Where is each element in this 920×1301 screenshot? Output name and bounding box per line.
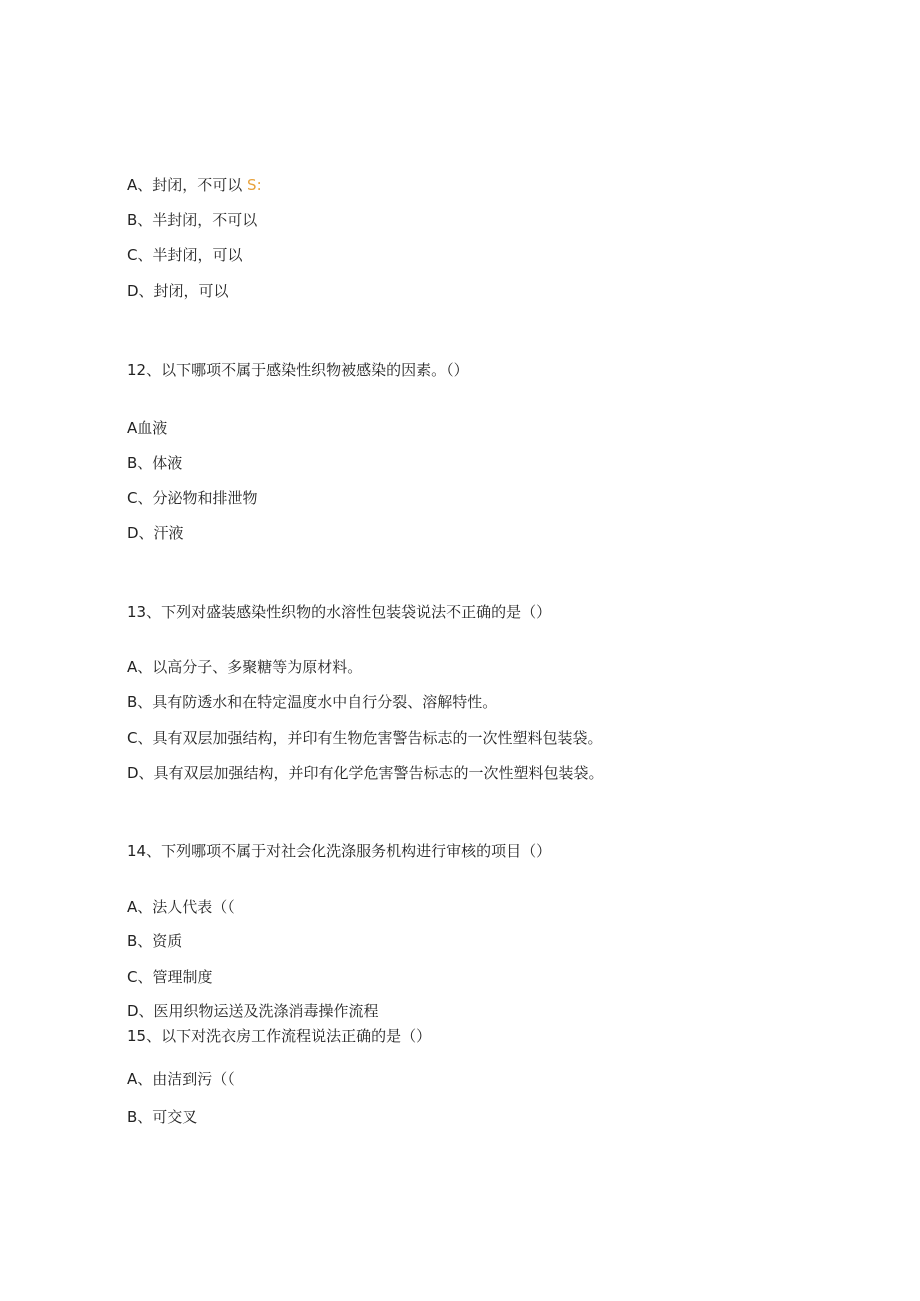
q12-question: 12、以下哪项不属于感染性织物被感染的因素。（） [127,361,469,379]
q14-option-b: B、资质 [127,932,183,950]
q12-option-d: D、汗液 [127,524,184,542]
q14-question: 14、下列哪项不属于对社会化洗涤服务机构进行审核的项目（） [127,842,552,860]
stray-mark: S: [247,176,262,194]
q11-option-a: A、封闭，不可以 S: [127,176,262,194]
q12-option-a: A血液 [127,419,168,437]
q15-option-a: A、由洁到污（（ [127,1070,235,1088]
q12-option-b: B、体液 [127,454,183,472]
q11-option-d: D、封闭，可以 [127,282,229,300]
q13-option-a: A、以高分子、多聚糖等为原材料。 [127,658,363,676]
q13-question: 13、下列对盛装感染性织物的水溶性包装袋说法不正确的是（） [127,603,552,621]
q14-option-c: C、管理制度 [127,968,213,986]
q13-option-d: D、具有双层加强结构，并印有化学危害警告标志的一次性塑料包装袋。 [127,764,604,782]
q13-option-c: C、具有双层加强结构，并印有生物危害警告标志的一次性塑料包装袋。 [127,729,603,747]
q11-option-c: C、半封闭，可以 [127,246,243,264]
q11-option-b: B、半封闭，不可以 [127,211,258,229]
q15-question: 15、以下对洗衣房工作流程说法正确的是（） [127,1027,432,1045]
q13-option-b: B、具有防透水和在特定温度水中自行分裂、溶解特性。 [127,693,498,711]
q15-option-b: B、可交叉 [127,1108,198,1126]
q14-option-a: A、法人代表（（ [127,898,235,916]
q12-option-c: C、分泌物和排泄物 [127,489,258,507]
q14-option-d: D、医用织物运送及洗涤消毒操作流程 [127,1002,379,1020]
